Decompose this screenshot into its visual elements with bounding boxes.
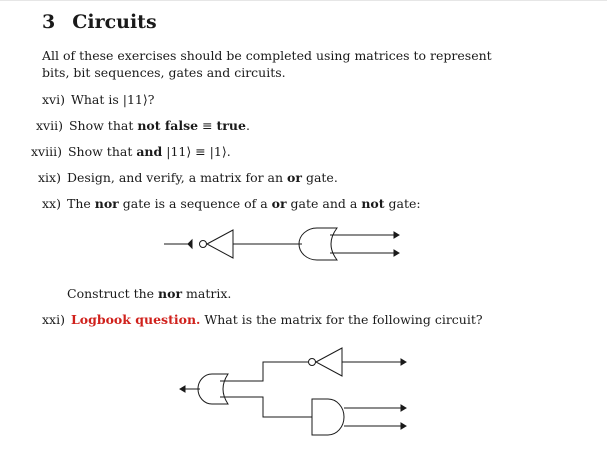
construct-nor-text: Construct the nor matrix. [67, 286, 232, 301]
top-routing-wire [220, 362, 308, 381]
section-title: Circuits [72, 11, 157, 33]
logbook-circuit-diagram [160, 336, 420, 446]
or-input-arrow-b [394, 250, 399, 256]
main-or-gate-body [198, 374, 228, 404]
or-input-arrow-a [394, 232, 399, 238]
section-number: 3 [42, 11, 56, 33]
nor-circuit-diagram [150, 220, 420, 272]
top-input-arrow [401, 359, 406, 365]
and-input-arrow-a [401, 405, 406, 411]
bottom-routing-wire [220, 397, 312, 417]
or-gate-body [299, 228, 337, 260]
and-gate-body [312, 399, 344, 435]
exercise-xx: xx) The nor gate is a sequence of a or gate and a not gate: [42, 196, 421, 211]
exercise-xviii: xviii) Show that and |11⟩ ≡ |1⟩. [31, 144, 231, 159]
and-input-arrow-b [401, 423, 406, 429]
not-gate-triangle [207, 230, 233, 258]
exercise-xxi: xxi) Logbook question. What is the matrix for the following circuit? [42, 312, 483, 327]
top-not-bubble [309, 359, 316, 366]
not-gate-bubble [200, 241, 207, 248]
exercise-xix: xix) Design, and verify, a matrix for an or gate. [38, 170, 338, 185]
nor-output-arrowhead [188, 240, 192, 248]
exercise-xvii: xvii) Show that not false ≡ true. [36, 118, 250, 133]
intro-paragraph: All of these exercises should be completed using matrices to represent bits, bit sequences, gates and circuits. [42, 48, 492, 80]
section-heading [42, 11, 157, 33]
page-top-rule [0, 0, 607, 1]
exercise-xvi: xvi) What is |11⟩? [42, 92, 155, 107]
circuit-output-arrowhead [180, 386, 185, 392]
top-not-triangle [316, 348, 342, 376]
